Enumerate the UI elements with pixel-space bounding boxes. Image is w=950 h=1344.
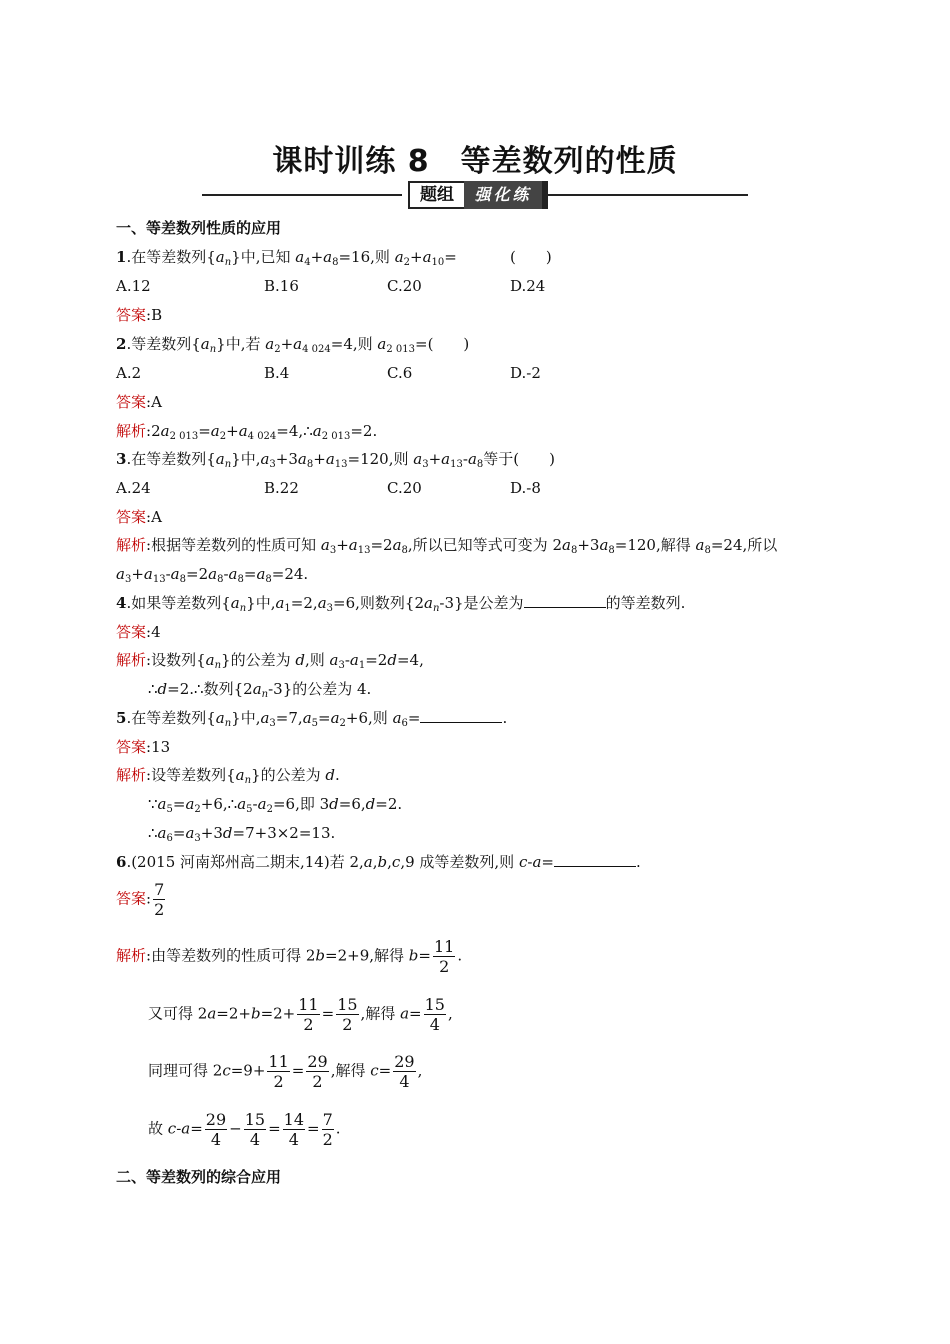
option-d: D.24 [510, 277, 546, 295]
explanation-6-line4: 故 c-a= $\frac{29}{4}$ − $\frac{15}{4}$ = $\frac{14}{4}$ = $\frac{7}{2}$ . [148, 1110, 341, 1149]
option-a: A.2 [116, 364, 142, 382]
question-5: 5.在等差数列$\{a_n\}$中$,a_3=7,a_5=a_2+6$,则 $a_6=$ . [116, 709, 508, 729]
fraction: $\frac{29}{4}$ [205, 1110, 227, 1149]
question-2: 2.等差数列$\{a_n\}$中,若 $a_2+a_{4 024}=4$,则 $a_{2 013}=$( ) [116, 335, 470, 355]
explanation-5-line2: $\because a_5=a_2+6,\therefore a_5-a_2=6$,即 3d=6,d=2. [148, 795, 403, 815]
option-a: A.24 [116, 479, 151, 497]
option-c: C.20 [387, 479, 422, 497]
answer-blank[interactable] [554, 852, 636, 867]
answer-4: 答案:4 [116, 623, 161, 641]
fraction: $\frac{11}{2}$ [298, 995, 319, 1034]
fraction: $\frac{11}{2}$ [268, 1052, 289, 1091]
answer-2: 答案:A [116, 393, 162, 411]
fraction: $\frac{11}{2}$ [433, 937, 455, 976]
question-3: 3.在等差数列$\{a_n\}$中$,a_3+3a_8+a_{13}=120$,则 $a_3+a_{13}-a_8$等于( ) [116, 450, 555, 470]
banner-rule-right [548, 194, 748, 196]
fraction: $\frac{14}{4}$ [283, 1110, 305, 1149]
question-1: 1.在等差数列$\{a_n\}$中,已知 $a_4+a_8=16$,则 $a_2+a_{10}=$ ( ) [116, 248, 552, 268]
answer-3: 答案:A [116, 508, 162, 526]
answer-blank[interactable] [524, 593, 606, 608]
explanation-5: 解析:设等差数列$\{a_n\}$的公差为 d. [116, 766, 340, 786]
fraction: $\frac{7}{2}$ [322, 1110, 333, 1149]
explanation-3-cont: $a_3+a_{13}-a_8=2a_8-a_8=a_8=24$. [116, 565, 309, 585]
explanation-2: 解析$:2a_{2 013}=a_2+a_{4 024}=4,\therefore a_{2 013}=2$. [116, 422, 378, 442]
answer-1: 答案:B [116, 306, 163, 324]
fraction: $\frac{15}{4}$ [424, 995, 445, 1034]
fraction: $\frac{15}{2}$ [337, 995, 358, 1034]
banner-label-left: 题组 [408, 181, 466, 209]
section-heading-1: 一、等差数列性质的应用 [116, 219, 282, 237]
option-b: B.4 [264, 364, 290, 382]
explanation-5-line3: $\therefore a_6=a_3+3d=7+3\times 2=13$. [148, 824, 336, 844]
answer-blank[interactable] [420, 708, 502, 723]
banner-badge [408, 181, 542, 209]
answer-5: 答案:13 [116, 738, 171, 756]
explanation-4: 解析:设数列$\{a_n\}$的公差为 d,则 $a_3-a_1=2d=4$, [116, 651, 424, 671]
banner-rule-left [202, 194, 402, 196]
explanation-4-cont: ∴d=2.∴数列$\{2a_n-3\}$的公差为 4. [148, 680, 372, 700]
fraction: $\frac{15}{4}$ [244, 1110, 266, 1149]
banner-label-right: 强化练 [464, 181, 542, 209]
option-c: C.6 [387, 364, 413, 382]
question-4: 4.如果等差数列$\{a_n\}$中$,a_1=2,a_3=6$,则数列$\{2a_n-3\}$是公差为 的等差数列. [116, 594, 686, 614]
option-a: A.12 [116, 277, 151, 295]
fraction: $\frac{29}{4}$ [394, 1052, 415, 1091]
explanation-3: 解析:根据等差数列的性质可知 $a_3+a_{13}=2a_8$,所以已知等式可变为 $2a_8+3a_8=120$,解得 $a_8=24$,所以 [116, 536, 778, 556]
option-b: B.22 [264, 479, 299, 497]
option-d: D.-2 [510, 364, 541, 382]
option-b: B.16 [264, 277, 299, 295]
explanation-6-line2: 又可得 2a=2+b=2+ $\frac{11}{2}$ = $\frac{15}{2}$ ,解得 a= $\frac{15}{4}$ , [148, 995, 453, 1034]
question-6: 6.(2015 河南郑州高二期末,14)若 2,a,b,c,9 成等差数列,则 c-a= . [116, 853, 641, 871]
explanation-6-line3: 同理可得 2c=9+ $\frac{11}{2}$ = $\frac{29}{2}$ ,解得 c= $\frac{29}{4}$ , [148, 1052, 423, 1091]
explanation-6: 解析:由等差数列的性质可得 2b=2+9,解得 b= $\frac{11}{2}$ . [116, 937, 463, 976]
option-c: C.20 [387, 277, 422, 295]
fraction: $\frac{7}{2}$ [154, 880, 165, 919]
fraction: $\frac{29}{2}$ [307, 1052, 328, 1091]
section-banner [202, 181, 748, 209]
section-heading-2: 二、等差数列的综合应用 [116, 1168, 282, 1186]
option-d: D.-8 [510, 479, 541, 497]
answer-6: 答案: $\frac{7}{2}$ [116, 880, 165, 919]
page-title: 课时训练 8 等差数列的性质 [272, 144, 678, 179]
